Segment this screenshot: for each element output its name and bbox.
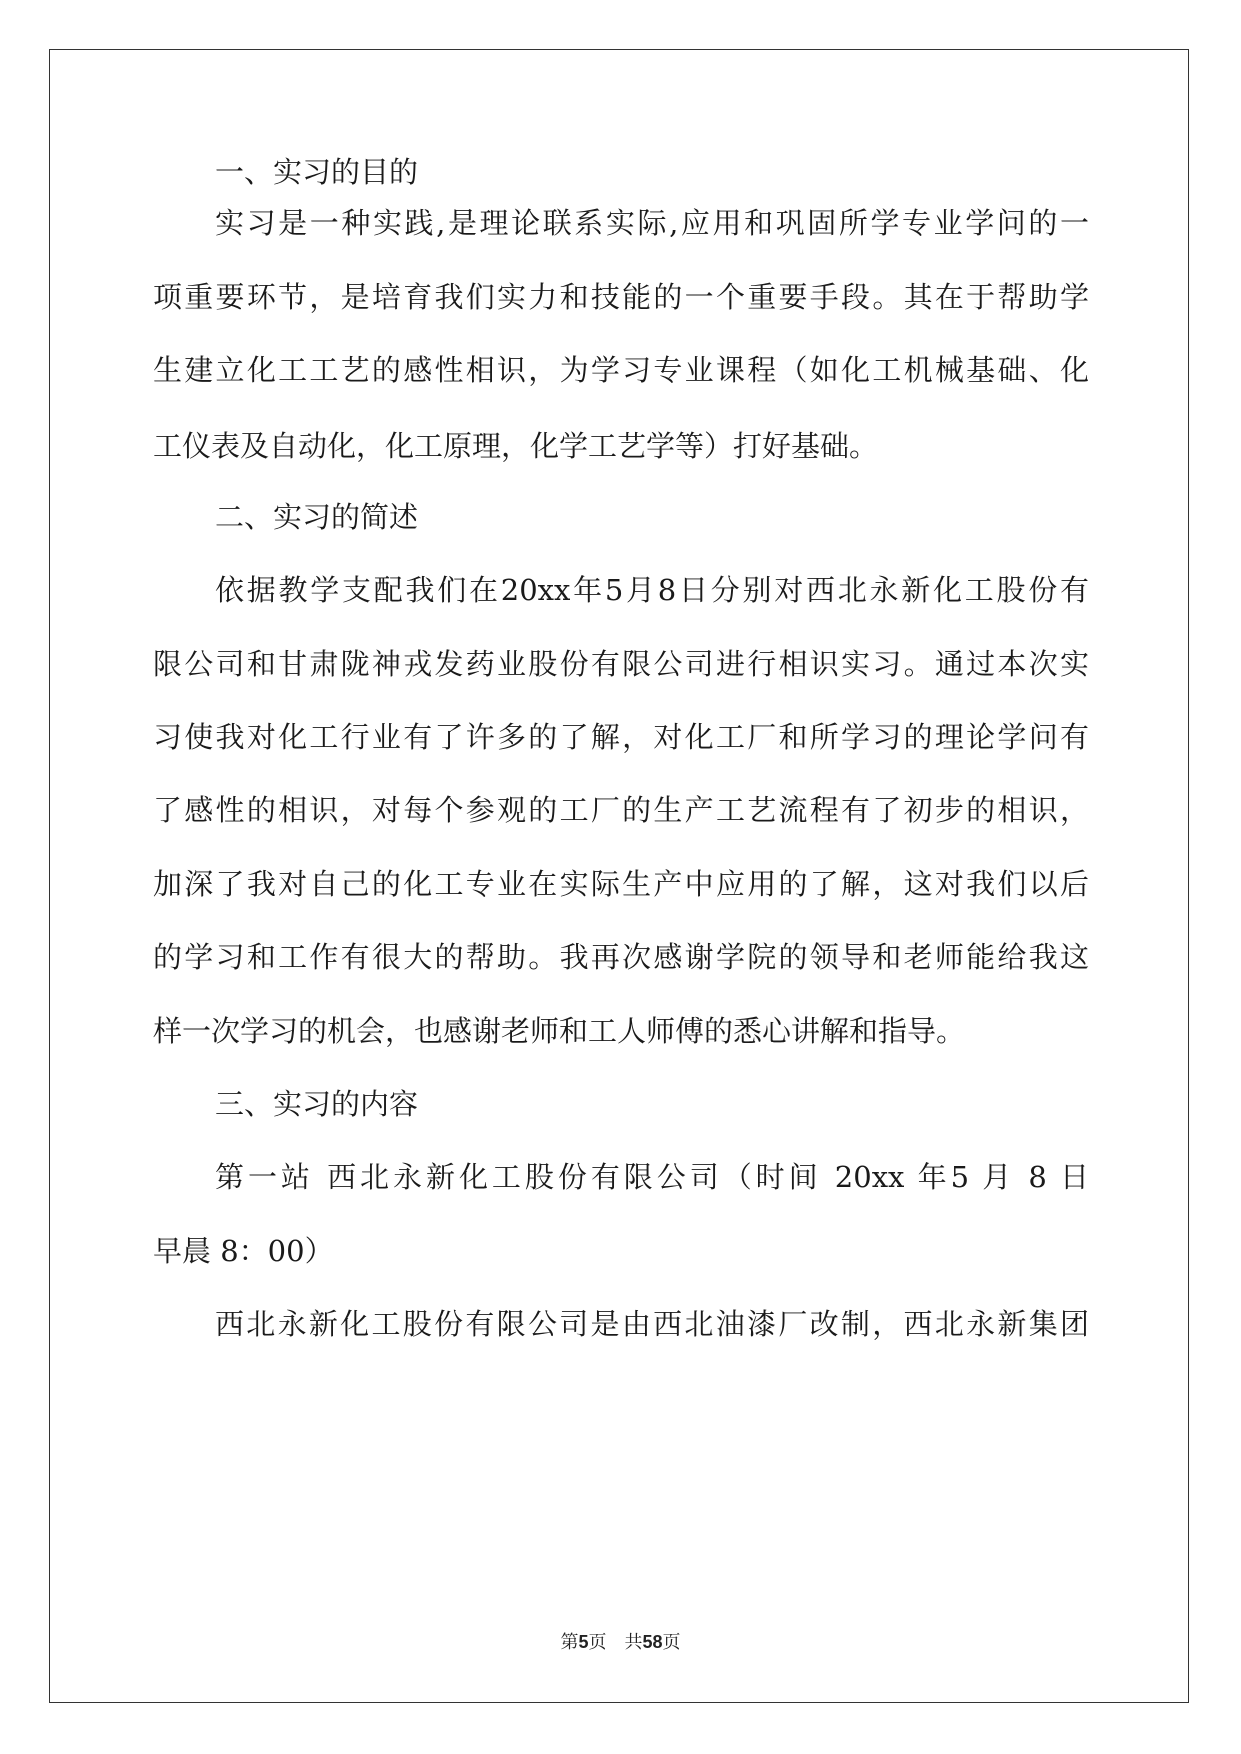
total-page-number: 58 xyxy=(642,1632,663,1652)
section-heading-content: 三、实习的内容 xyxy=(215,1087,419,1121)
paragraph-line: 第一站 西北永新化工股份有限公司（时间 20xx 年5 月 8 日 xyxy=(215,1160,1089,1194)
footer-prefix: 第 xyxy=(560,1632,579,1653)
paragraph-line: 习使我对化工行业有了许多的了解，对化工厂和所学习的理论学问有 xyxy=(153,720,1089,754)
paragraph-line: 项重要环节，是培育我们实力和技能的一个重要手段。其在于帮助学 xyxy=(153,280,1089,314)
paragraph-line: 实习是一种实践,是理论联系实际,应用和巩固所学专业学问的一 xyxy=(215,206,1089,240)
paragraph-line: 西北永新化工股份有限公司是由西北油漆厂改制，西北永新集团 xyxy=(215,1307,1089,1341)
page-footer xyxy=(0,1630,1241,1655)
paragraph-line: 早晨 8：00） xyxy=(153,1234,334,1268)
paragraph-line: 工仪表及自动化，化工原理，化学工艺学等）打好基础。 xyxy=(153,429,879,463)
footer-suffix: 页 xyxy=(662,1632,681,1653)
paragraph-line: 加深了我对自己的化工专业在实际生产中应用的了解，这对我们以后 xyxy=(153,867,1089,901)
footer-mid: 页 共 xyxy=(588,1632,643,1653)
paragraph-line: 生建立化工工艺的感性相识，为学习专业课程（如化工机械基础、化 xyxy=(153,353,1089,387)
current-page-number: 5 xyxy=(578,1632,589,1652)
paragraph-line: 的学习和工作有很大的帮助。我再次感谢学院的领导和老师能给我这 xyxy=(153,940,1089,974)
paragraph-line: 了感性的相识，对每个参观的工厂的生产工艺流程有了初步的相识， xyxy=(153,793,1089,827)
paragraph-line: 样一次学习的机会，也感谢老师和工人师傅的悉心讲解和指导。 xyxy=(153,1014,966,1048)
paragraph-line: 限公司和甘肃陇神戎发药业股份有限公司进行相识实习。通过本次实 xyxy=(153,647,1089,681)
paragraph-line: 依据教学支配我们在20xx年5月8日分别对西北永新化工股份有 xyxy=(215,573,1089,607)
section-heading-overview: 二、实习的简述 xyxy=(215,500,419,534)
section-heading-purpose: 一、实习的目的 xyxy=(215,155,419,189)
